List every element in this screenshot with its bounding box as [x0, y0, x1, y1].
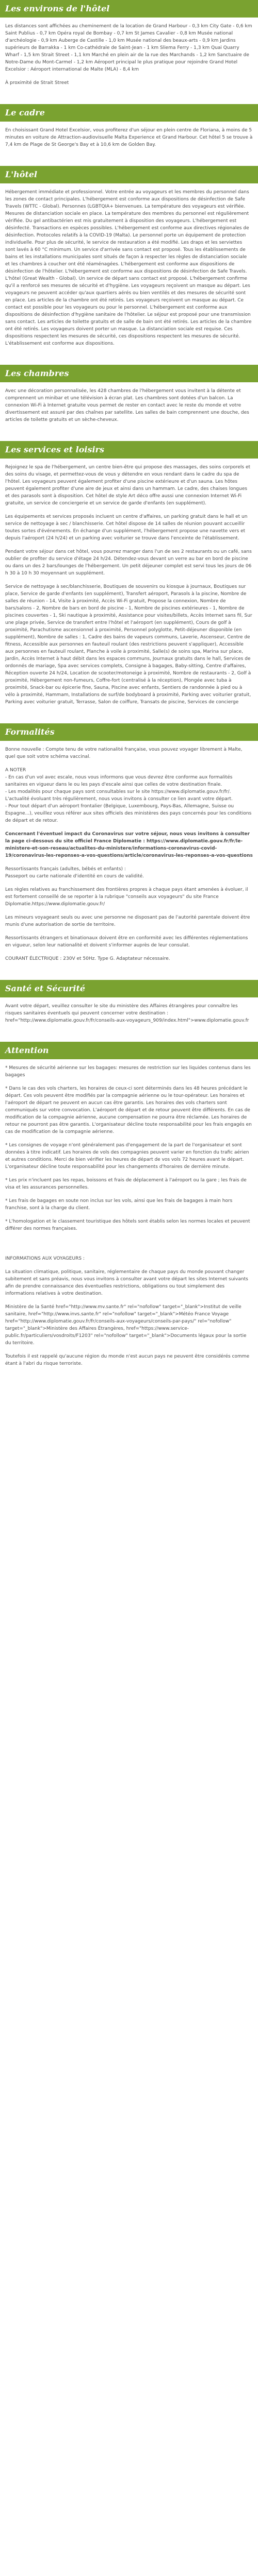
section-body-attention	[0, 1059, 258, 1250]
section-title-attention: Attention	[0, 1042, 258, 1059]
section-body-environs	[0, 18, 258, 104]
section-title-formalites: Formalités	[0, 723, 258, 741]
section-chambres	[0, 365, 258, 441]
infos-situation: La situation climatique, politique, sanitaire, réglementaire de chaque pays du monde pouvant changer subitement et sans préavis, nous vous invitons à consulter avant votre départ les sites Internet suivants afin de prendre connaissance des éventuelles restrictions, obligations ou tout simplement des informations relatives à votre destination.	[5, 1269, 248, 1296]
section-sante	[0, 980, 258, 1042]
attention-frais-bagages: * Les frais de bagages en soute non inclus sur les vols, ainsi que les frais de bagages à main hors franchise, sont à la charge du client.	[5, 1198, 233, 1211]
environs-proximite: À proximité de Strait Street	[5, 80, 69, 86]
section-body-cadre	[0, 122, 258, 166]
hotel-text: Hébergement immédiate et professionnel. Votre entrée au voyageurs et les membres du personnel dans les zones de contact principales. L'hébergement est conforme aux dispositions de désinfection de Safe Travels (WTTC - Global). Personnes (LGBTQIA+ bienvenues. La température des voyageurs est vérifiée. Mesures de distanciation sociale en place. La température des membres du personnel est régulièrement vérifiée. Du gel antibactérien est mis gratuitement à disposition des voyageurs. L'hébergement est désinfecté. Transactions en espèces possibles. L'hébergement est conforme aux directives régionales de désinfection. Protocoles relatifs à la COVID-19 (Malta). Le personnel porte un équipement de protection individuelle. Pour plus de sécurité, le service de restauration a été modifié. Les draps et les serviettes sont lavés à 60 °C minimum. Un service d'arrivée sans contact est proposé. Tous les établissements de bains et les installations municipales sont situés de façon à respecter les règles de distanciation sociale et les chambres à coucher ont été réaménagées. L'hébergement est conforme aux dispositions de désinfection de l'hôtelier. L'hébergement est conforme aux dispositions de désinfection de Safe Travels. L'hôtel (Great Wealth - Global). Un service de départ sans contact est proposé. L'hébergement confirme qu'il a renforcé ses mesures de sécurité et d'hygiène. Les voyageurs reçoivent un masque au départ. Les voyageurs ne peuvent accéder qu'aux quartiers aérés ou bien ventilés et des mesures de sécurité sont en place. Les articles de la chambre ont été retirés. Les voyageurs reçoivent un masque au départ. Ce contact est possible pour les voyageurs ou pour le personnel. L'hébergement est conforme aux dispositions de désinfection d'hygiène sanitaire de l'hôtelier. Le séjour est proposé pour une transmission sans contact. Les articles de toilette gratuits et de salle de bain ont été retirés. Les articles de la chambre ont été retirés. Les voyageurs doivent porter un masque. La distanciation sociale est requise. Ces dispositions respectent les mesures de sécurité, ces dispositions respectent les mesures de sécurité. L'établissement est conforme aux dispositions.	[5, 190, 252, 346]
section-title-cadre: Le cadre	[0, 104, 258, 122]
formalites-etrangers: Ressortissants étrangers et binationaux doivent être en conformité avec les différentes réglementations en vigueur, selon leur nationalité et doivent s'informer auprès de leur consulat.	[5, 936, 248, 948]
attention-bagages: * Mesures de sécurité aérienne sur les bagages: mesures de restriction sur les liquides contenus dans les bagages	[5, 1065, 251, 1078]
section-body-hotel	[0, 183, 258, 365]
section-title-hotel: L'hôtel	[0, 166, 258, 183]
section-body-formalites	[0, 741, 258, 980]
services-equipements: Les équipements et services proposés incluent un centre d'affaires, un parking gratuit dans le hall et un service de nettoyage à sec / blanchisserie. Cet hôtel dispose de 14 salles de réunion pouvant accueillir toutes sortes d'événements. En échange d'un supplément, l'hébergement propose une navette vers et depuis l'aéroport (24 h/24) et un parking avec voiturier se trouve dans l'enceinte de l'établissement.	[5, 514, 248, 541]
section-body-services	[0, 459, 258, 723]
section-body-chambres	[0, 382, 258, 441]
services-restauration: Pendant votre séjour dans cet hôtel, vous pourrez manger dans l'un de ses 2 restaurants ou un café, sans oublier de profiter du service d'étage 24 h/24. Détendez-vous devant un verre au bar en bord de piscine ou dans un des 2 bars/lounges de l'hébergement. Un petit déjeuner complet est servi tous les jours de 06 h 30 à 10 h 30 moyennant un supplément.	[5, 549, 252, 576]
formalites-regles-frontieres: Les règles relatives au franchissement des frontières propres à chaque pays étant amenées à évoluer, il est fortement conseillé de se reporter à la rubrique "conseils aux voyageurs" du site France Diplomatie.https://www.diplomatie.gouv.fr/	[5, 887, 248, 907]
cadre-text: En choisissant Grand Hotel Excelsior, vous profiterez d'un séjour en plein centre de Floriana, à moins de 5 minutes en voiture de Attraction-audiovisuelle Malta Experience et Grand Harbour. Cet hôtel 5 se trouve à 7,4 km de Plage de St George's Bay et à 10,6 km de Golden Bay.	[5, 128, 253, 147]
section-services	[0, 441, 258, 723]
environs-distances: Les distances sont affichées au cheminement de la location de Grand Harbour - 0,3 km City Gate - 0,6 km Saint Publius - 0,7 km Opéra royal de Bombay - 0,7 km St James Cavalier - 0,8 km Musée national d'archéologie - 0,9 km Auberge de Castille - 1,0 km Musée national des beaux-arts - 0,9 km Jardins supérieurs de Barrakka - 1 km Co-cathédrale de Saint-Jean - 1 km Sliema Ferry - 1,3 km Quai Quarry Wharf - 1,5 km Strait Street - 1,1 km Marché en plein air de la rue des Marchands - 1,2 km Sanctuaire de Notre-Dame du Mont-Carmel - 1,2 km Aéroport principal le plus pratique pour rejoindre Grand Hotel Excelsior : Aéroport international de Malte (MLA) - 8,4 km	[5, 24, 252, 72]
infos-terrorisme: Toutefois il est rappelé qu'aucune région du monde n'est aucun pays ne peuvent être considérés comme étant à l'abri du risque terroriste.	[5, 1354, 250, 1366]
attention-prix: * Les prix n'incluent pas les repas, boissons et frais de déplacement à l'aéroport ou la gare ; les frais de visa et les assurances personnelles.	[5, 1178, 247, 1190]
section-body-infos	[0, 1250, 258, 1385]
section-environs	[0, 0, 258, 104]
section-cadre	[0, 104, 258, 166]
section-title-environs: Les environs de l'hôtel	[0, 0, 258, 18]
sante-text: Avant votre départ, veuillez consulter le site du ministère des Affaires étrangères pour connaître les risques sanitaires éventuels qui peuvent concerner votre destination : href="http://www.diplomatie.gouv.fr/fr/conseils-aux-voyageurs_909/index.html">www.diplomatie.gouv.fr	[5, 1004, 249, 1023]
attention-consignes: * Les consignes de voyage n'ont généralement pas d'engagement de la part de l'organisateur et sont données à titre indicatif. Les horaires de vols des compagnies peuvent varier en fonction du trafic aérien et autres conditions. Merci de bien vérifier les heures de départ de vos vols 72 heures avant le départ. L'organisateur décline toute responsabilité pour les changements d'horaires de dernière minute.	[5, 1143, 249, 1170]
attention-homologation: * L'homologation et le classement touristique des hôtels sont établis selon les normes locales et peuvent différer des normes françaises.	[5, 1219, 250, 1231]
chambres-text: Avec une décoration personnalisée, les 428 chambres de l'hébergement vous invitent à la détente et comprennent un minibar et une télévision à écran plat. Les chambres sont dotées d'un balcon. La connexion Wi-Fi à Internet gratuite vous permet de rester en contact avec le reste du monde et votre divertissement est assuré par des chaînes par satellite. Les salles de bain comprennent une douche, des articles de toilette gratuits et un sèche-cheveux.	[5, 388, 249, 422]
attention-charters: * Dans le cas des vols charters, les horaires de ceux-ci sont déterminés dans les 48 heures précédant le départ. Ces vols peuvent être modifiés par la compagnie aérienne ou le tour-opérateur. Les horaires et l'aéroport de départ ne peuvent en aucun cas être garantis. Les horaires des vols charters sont communiqués sur votre convocation. L'aéroport de départ et de retour peuvent être différents. En cas de modification de la compagnie aérienne, aucune compensation ne pourra être réclamée. Les horaires de retour ne pourront pas être garantis. L'organisateur décline toute responsabilité pour les frais engagés en cas de modification de la compagnie aérienne.	[5, 1086, 252, 1134]
section-body-sante	[0, 997, 258, 1042]
section-title-sante: Santé et Sécurité	[0, 980, 258, 997]
formalites-coronavirus: Concernant l'éventuel impact du Coronavirus sur votre séjour, nous vous invitons à consulter la page ci-dessous du site officiel France Diplomatie : https://www.diplomatie.gouv.fr/fr/le-ministere-et-son-reseau/actualites-du-ministere/informations-coronavirus-covid-19/coronavirus-les-reponses-a-vos-questions/article/coronavirus-les-reponses-a-vos-questions	[5, 832, 253, 858]
formalites-bonne-nouvelle: Bonne nouvelle : Compte tenu de votre nationalité française, vous pouvez voyager librement à Malte, quel que soit votre schéma vaccinal.	[5, 747, 243, 759]
infos-title: INFORMATIONS AUX VOYAGEURS :	[5, 1256, 85, 1261]
formalites-mineurs: Les mineurs voyageant seuls ou avec une personne ne disposant pas de l'autorité parentale doivent être munis d'une autorisation de sortie de territoire.	[5, 915, 250, 927]
formalites-ressortissants-francais: Ressortissants français (adultes, bébés et enfants) : Passeport ou carte nationale d'identité en cours de validité.	[5, 867, 144, 879]
infos-liens[interactable]: Ministère de la Santé href="http://www.mv.sante.fr" rel="nofollow" target="_blank">Institut de veille sanitaire, href="http://www.invs.sante.fr" rel="nofollow" target="_blank">Météo France Voyage href="http://www.diplomatie.gouv.fr/fr/conseils-aux-voyageurs/conseils-par-pays/" rel="nofollow" target="_blank">Ministère des Affaires Étrangères, href="https://www.service-public.fr/particuliers/vosdroits/F1203" rel="nofollow" target="_blank">Documents légaux pour la sortie du territoire.	[5, 1304, 247, 1346]
section-title-services: Les services et loisirs	[0, 441, 258, 459]
section-attention	[0, 1042, 258, 1250]
formalites-a-noter: A NOTER - En cas d'un vol avec escale, nous vous informons que vous devrez être conforme aux formalités sanitaires en vigueur dans le ou les pays d'escale ainsi que celles de votre destination finale. - Les modalités pour chaque pays sont consultables sur le site https://www.diplomatie.gouv.fr/fr/. L'actualité évoluant très régulièrement, nous vous invitons à consulter ce lien avant votre départ. - Pour tout départ d'un aéroport frontalier (Belgique, Luxembourg, Pays-Bas, Allemagne, Suisse ou Espagne...), veuillez vous référer aux sites officiels des ministères des pays concernés pour les conditions de départ et de retour.	[5, 768, 252, 823]
section-title-chambres: Les chambres	[0, 365, 258, 382]
services-liste: Service de nettoyage à sec/blanchisserie, Boutiques de souvenirs ou kiosque à journaux, Boutiques sur place, Service de garde d'enfants (en supplément), Transfert aéroport, Parasols à la piscine, Nombre de salles de réunion - 14, Visite à proximité, Accès Wi-Fi gratuit, Propose la connexion, Nombre de bars/salons - 2, Nombre de bars en bord de piscine - 1, Nombre de piscines extérieures - 1, Nombre de piscines couvertes - 1, Ski nautique à proximité, Assistance pour visites/billets, Accès Internet sans fil, Sur une plage privée, Service de transfert entre l'hôtel et l'aéroport (en supplément), Cours de golf à proximité, Parachutisme ascensionnel à proximité, Personnel polyglotte, Petit-déjeuner disponible (en supplément), Nombre de salles : 1, Cadre des bains de vapeurs communs, Laverie, Ascenseur, Centre de fitness, Accessible aux personnes en fauteuil roulant (des restrictions peuvent s'appliquer), Accessible aux personnes en fauteuil roulant, Planche à voile à proximité, Salle(s) de soins spa, Marina sur place, Jardin, Accès Internet à haut débit dans les espaces communs, Journaux gratuits dans le hall, Services de ordonnés de mariage, Spa avec services complets, Consigne à bagages, Baby-sitting, Centre d'affaires, Réception ouverte 24 h/24, Location de scooter/motoneige à proximité, Nombre de restaurants - 2, Golf à proximité, Hébergement non-fumeurs, Coffre-fort (centralisé à la réception), Plongée avec tuba à proximité, Snack-bar ou épicerie fine, Sauna, Piscine avec enfants, Sentiers de randonnée à pied ou à vélo à proximité, Hammam, Installations de surf/de bodyboard à proximité, Parking avec voiturier gratuit, Parking avec voiturier gratuit, Terrasse, Salon de coiffure, Transats de piscine, Services de concierge	[5, 584, 252, 705]
section-infos	[0, 1250, 258, 1385]
section-formalites	[0, 723, 258, 980]
section-hotel	[0, 166, 258, 365]
services-spa: Rejoignez le spa de l'hébergement, un centre bien-être qui propose des massages, des soins corporels et des soins du visage, et permettez-vous de vous y détendre en vous rendant dans le cadre du spa de l'hôtel. Les voyageurs peuvent également profiter d'une piscine extérieure et d'un sauna. Les hôtes peuvent également profiter d'une aire de jeux et ainsi dans un hammam. Le cadre, des chaises longues et des parasols sont à disposition. Cet hôtel de style Art déco offre aussi une connexion Internet Wi-Fi gratuite, un service de conciergerie et un service de garde d'enfants (en supplément).	[5, 465, 251, 506]
formalites-courant: COURANT ÉLECTRIQUE : 230V et 50Hz. Type G. Adaptateur nécessaire.	[5, 956, 170, 961]
